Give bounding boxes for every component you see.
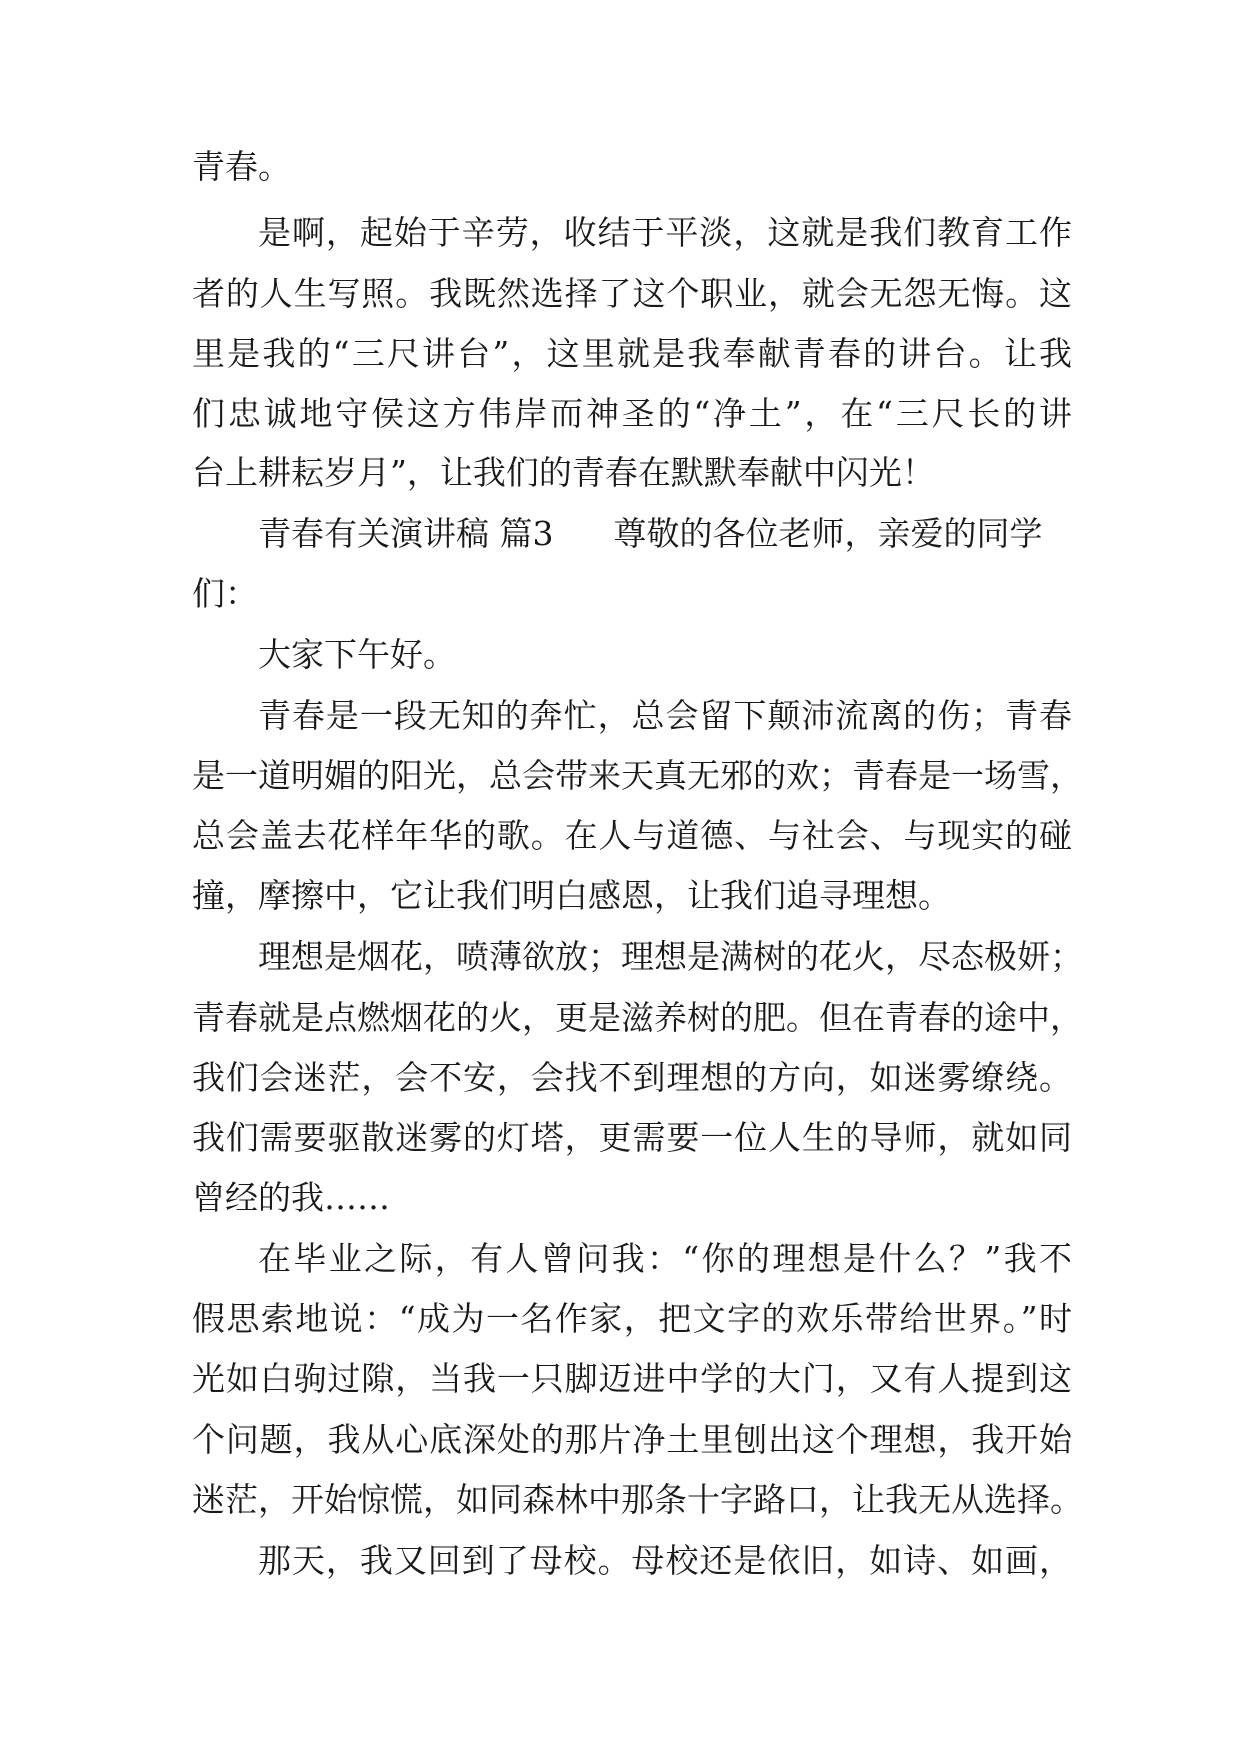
paragraph-line: 曾经的我…… (192, 1178, 390, 1217)
section-heading-line (258, 504, 1072, 564)
text-line: 青春。 (192, 147, 291, 186)
section-title: 青春有关演讲稿 篇3 (258, 514, 554, 553)
paragraph-line: 里是我的“三尺讲台”，这里就是我奉献青春的讲台。让我 (192, 334, 1072, 373)
paragraph-line: 者的人生写照。我既然选择了这个职业，就会无怨无悔。这 (192, 274, 1072, 313)
paragraph-line: 是一道明媚的阳光，总会带来天真无邪的欢；青春是一场雪， (192, 756, 1083, 795)
paragraph-line: 撞，摩擦中，它让我们明白感恩，让我们追寻理想。 (192, 876, 951, 915)
paragraph-line: 们忠诚地守侯这方伟岸而神圣的“净土”，在“三尺长的讲 (192, 394, 1072, 433)
paragraph-line: 理想是烟花，喷薄欲放；理想是满树的花火，尽态极妍； (258, 937, 1083, 976)
paragraph-line: 个问题，我从心底深处的那片净土里刨出这个理想，我开始 (192, 1420, 1072, 1459)
paragraph-line: 光如白驹过隙，当我一只脚迈进中学的大门，又有人提到这 (192, 1359, 1072, 1398)
paragraph-line: 青春就是点燃烟花的火，更是滋养树的肥。但在青春的途中， (192, 998, 1083, 1037)
paragraph-line: 我们需要驱散迷雾的灯塔，更需要一位人生的导师，就如同 (192, 1118, 1072, 1157)
paragraph-line: 是啊，起始于辛劳，收结于平淡，这就是我们教育工作 (258, 213, 1072, 252)
paragraph-line: 大家下午好。 (258, 635, 456, 674)
paragraph-line: 总会盖去花样年华的歌。在人与道德、与社会、与现实的碰 (192, 816, 1072, 855)
paragraph-line: 青春是一段无知的奔忙，总会留下颠沛流离的伤；青春 (258, 696, 1072, 735)
text-line: 们： (192, 574, 258, 613)
salutation-text: 尊敬的各位老师，亲爱的同学 (613, 514, 1043, 553)
paragraph-line: 在毕业之际，有人曾问我：“你的理想是什么？”我不 (258, 1239, 1072, 1278)
paragraph-line: 我们会迷茫，会不安，会找不到理想的方向，如迷雾缭绕。 (192, 1058, 1072, 1097)
paragraph-line: 台上耕耘岁月”，让我们的青春在默默奉献中闪光！ (192, 453, 935, 492)
paragraph-line: 那天，我又回到了母校。母校还是依旧，如诗、如画， (258, 1541, 1072, 1580)
paragraph-line: 假思索地说：“成为一名作家，把文字的欢乐带给世界。”时 (192, 1299, 1072, 1338)
paragraph-line: 迷茫，开始惊慌，如同森林中那条十字路口，让我无从选择。 (192, 1480, 1083, 1519)
